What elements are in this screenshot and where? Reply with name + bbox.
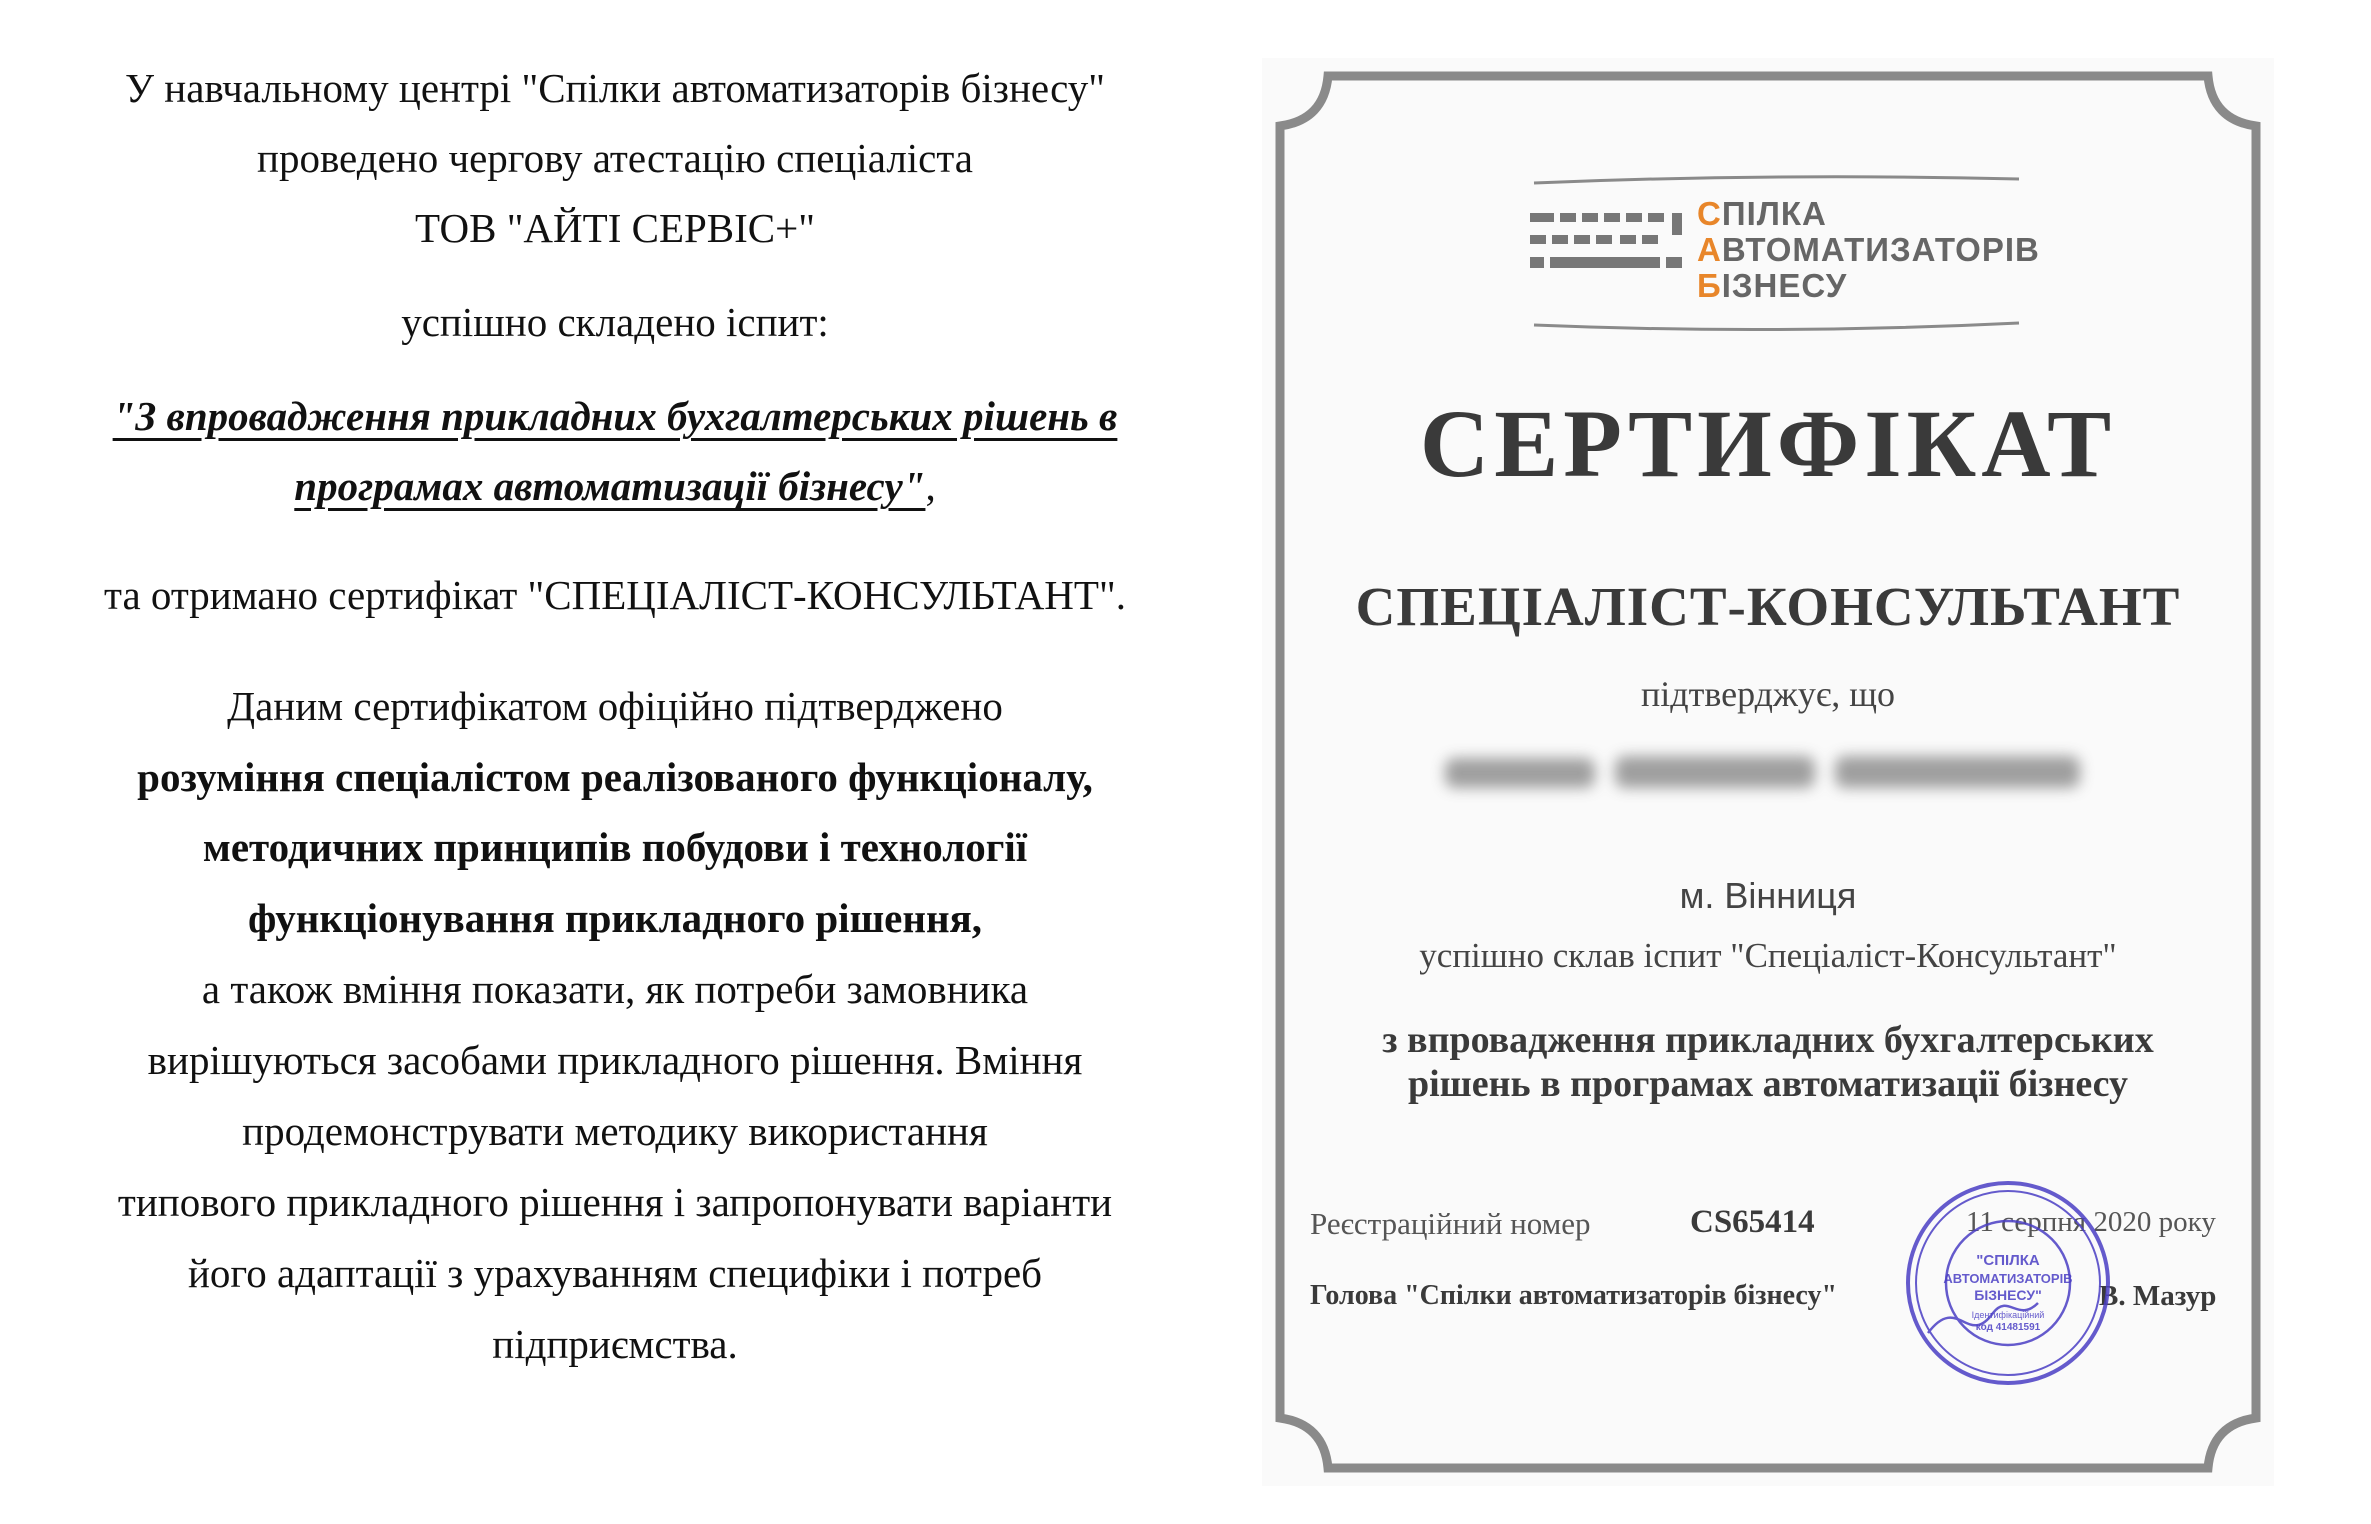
paragraph-line: продемонструвати методику використання — [242, 1108, 988, 1154]
svg-text:"СПІЛКА: "СПІЛКА — [1976, 1252, 2040, 1269]
intro-line: проведено чергову атестацію спеціаліста — [257, 135, 973, 181]
svg-text:АВТОМАТИЗАТОРІВ: АВТОМАТИЗАТОРІВ — [1943, 1271, 2073, 1286]
paragraph-line: Даним сертифікатом офіційно підтверджено — [227, 683, 1003, 729]
svg-text:код 41481591: код 41481591 — [1975, 1322, 2041, 1333]
registration-label: Реєстраційний номер — [1310, 1206, 1591, 1241]
svg-text:Ідентифікаційний: Ідентифікаційний — [1971, 1310, 2045, 1320]
confirms-text: підтверджує, що — [1641, 674, 1895, 714]
paragraph-bold-line: розуміння спеціалістом реалізованого функціоналу, — [137, 754, 1093, 800]
paragraph-line: його адаптації з урахуванням специфіки і потреб — [187, 1250, 1043, 1296]
intro-line: У навчальному центрі "Спілки автоматизаторів бізнесу" — [124, 65, 1106, 111]
exam-title-line: "З впровадження прикладних бухгалтерських рішень в — [112, 393, 1118, 439]
exam-topic: з впровадження прикладних бухгалтерських рішень в програмах автоматизації бізнесу — [1382, 1019, 2154, 1105]
paragraph-line: вирішуються засобами прикладного рішення. Вміння — [147, 1037, 1083, 1083]
exam-title-line: програмах автоматизації бізнесу", — [294, 463, 936, 509]
signer-name: В. Мазур — [2099, 1280, 2217, 1312]
company-name: ТОВ "АЙТІ СЕРВІС+" — [414, 205, 815, 251]
passed-exam-text: успішно склав іспит "Спеціаліст-Консультант" — [1419, 936, 2117, 975]
certificate-subtitle: СПЕЦІАЛІСТ-КОНСУЛЬТАНТ — [1355, 576, 2181, 637]
redacted-name — [1445, 748, 2085, 796]
paragraph-line: типового прикладного рішення і запропонувати варіанти — [117, 1179, 1113, 1225]
chairman-title: Голова "Спілки автоматизаторів бізнесу" — [1310, 1280, 1838, 1311]
certificate — [1262, 58, 2274, 1486]
certificate-title: СЕРТИФІКАТ — [1419, 390, 2117, 497]
paragraph-line: а також вміння показати, як потреби замовника — [201, 966, 1029, 1012]
official-stamp — [1898, 1173, 2118, 1393]
exam-intro: успішно складено іспит: — [401, 299, 829, 345]
paragraph-bold-line: функціонування прикладного рішення, — [247, 895, 983, 941]
city: м. Вінниця — [1679, 875, 1857, 916]
registration-number: CS65414 — [1690, 1204, 1815, 1240]
union-logo-text: СПІЛКА АВТОМАТИЗАТОРІВ БІЗНЕСУ — [1697, 195, 2040, 304]
issue-date: 11 серпня 2020 року — [1966, 1206, 2216, 1238]
certificate-received: та отримано сертифікат "СПЕЦІАЛІСТ-КОНСУЛЬТАНТ". — [104, 572, 1126, 618]
paragraph-bold-line: методичних принципів побудови і технології — [202, 824, 1028, 870]
svg-text:БІЗНЕСУ": БІЗНЕСУ" — [1974, 1287, 2042, 1303]
paragraph-line: підприємства. — [492, 1321, 738, 1367]
